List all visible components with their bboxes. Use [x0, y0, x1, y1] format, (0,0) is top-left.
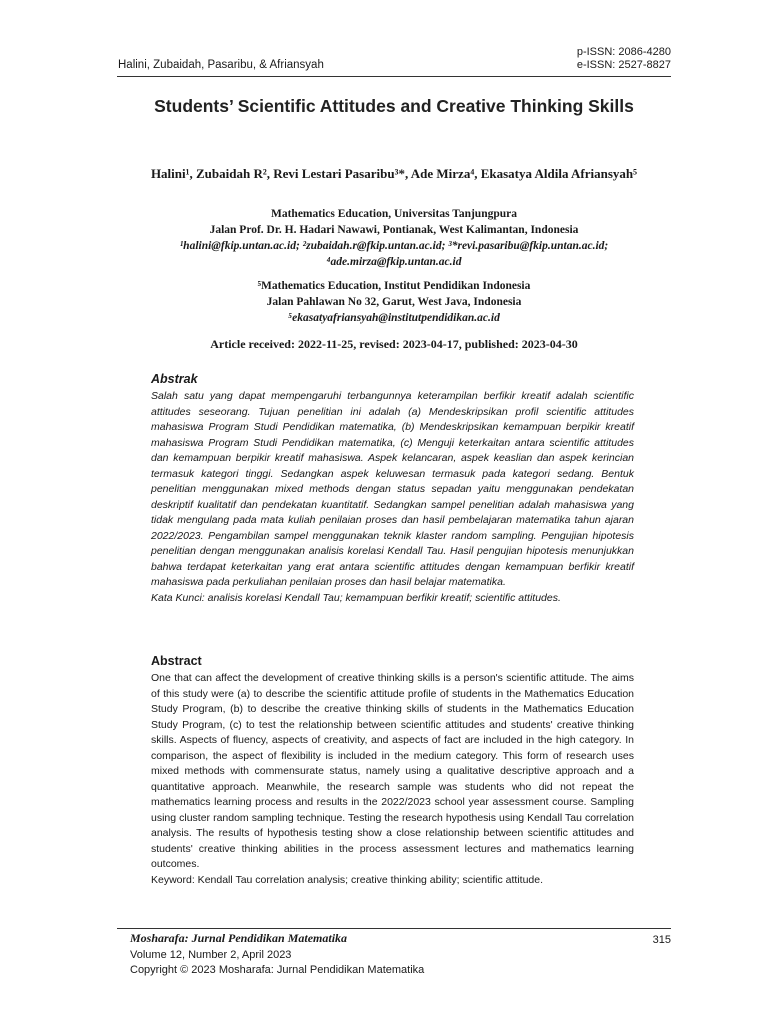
abstract-section: [151, 671, 634, 888]
paper-title: Students’ Scientific Attitudes and Creative Thinking Skills: [154, 96, 634, 116]
article-dates: Article received: 2022-11-25, revised: 2023-04-17, published: 2023-04-30: [210, 337, 578, 351]
issn-block: [577, 46, 671, 72]
abstrak-section: [151, 389, 634, 606]
affiliation-2-dept: ⁵Mathematics Education, Institut Pendidikan Indonesia: [257, 280, 531, 292]
affiliation-1-address: Jalan Prof. Dr. H. Hadari Nawawi, Pontianak, West Kalimantan, Indonesia: [209, 224, 579, 236]
abstract-text: One that can affect the development of creative thinking skills is a person's scientific attitude. The aims of this study were (a) to describe the scientific attitude profile of students in the Mathematics Education Study Program, (b) to describe the creative thinking skills of students in the Mathematics Education Study Program, (c) to test the relationship between scientific attitudes and students' creative thinking skills. Aspects of fluency, aspects of creativity, and aspects of fact are included in the high category. In comparison, the aspect of flexibility is included in the medium category. This form of research uses mixed methods with commensurate status, namely using a qualitative descriptive approach and a quantitative approach. Meanwhile, the research sample was students who did not repeat the mathematics learning process and results in the 2022/2023 school year assessment course. Sampling using cluster random sampling technique. Testing the research hypothesis using Kendall Tau correlation analysis. The results of hypothesis testing show a close relationship between scientific attitudes and students' creative thinking abilities in the process assessment lectures and mathematics learning outcomes.: [151, 672, 634, 870]
abstrak-heading: Abstrak: [151, 372, 198, 386]
pissn: p-ISSN: 2086-4280: [576, 46, 671, 58]
page-number: 315: [652, 934, 671, 946]
abstract-heading: Abstract: [151, 654, 202, 668]
eissn: e-ISSN: 2527-8827: [576, 59, 671, 71]
affiliation-2-address: Jalan Pahlawan No 32, Garut, West Java, Indonesia: [266, 296, 522, 308]
keywords: Keyword: Kendall Tau correlation analysis; creative thinking ability; scientific attitude.: [151, 873, 544, 886]
affiliation-1-emails: ¹halini@fkip.untan.ac.id; ²zubaidah.r@fkip.untan.ac.id; ³*revi.pasaribu@fkip.untan.ac.id; ⁴ade.mirza@fkip.untan.ac.id: [179, 240, 609, 268]
volume-info: Volume 12, Number 2, April 2023: [130, 949, 292, 961]
affiliation-2: [117, 278, 671, 326]
copyright: Copyright © 2023 Mosharafa: Jurnal Pendidikan Matematika: [130, 964, 425, 976]
affiliation-1: [117, 206, 671, 270]
running-head-authors: Halini, Zubaidah, Pasaribu, & Afriansyah: [118, 59, 324, 71]
kata-kunci: Kata Kunci: analisis korelasi Kendall Tau; kemampuan berfikir kreatif; scientific attitudes.: [151, 591, 561, 604]
affiliation-1-dept: Mathematics Education, Universitas Tanjungpura: [270, 208, 517, 220]
header-rule: [117, 76, 671, 77]
abstrak-text: Salah satu yang dapat mempengaruhi terbangunnya keterampilan berfikir kreatif adalah scientific attitudes seseorang. Tujuan penelitian ini adalah (a) Mendeskripsikan profil scientific attitudes mahasiswa Program Studi Pendidikan matematika, (b) Mendeskripsikan kemampuan berpikir kreatif mahasiswa Program Studi Pendidikan matematika, (c) Menguji keterkaitan antara scientific attitudes dan kemampuan berpikir kreatif mahasiswa. Aspek kelancaran, aspek keaslian dan aspek kerincian termasuk kategori tinggi. Sedangkan aspek keluwesan termasuk pada kategori sedang. Bentuk penelitian menggunakan mixed methods dengan status sepadan yaitu menggunakan pendekatan deskriptif kualitatif dan pendekatan kuantitatif. Sedangkan sampel penelitian adalah mahasiswa yang tidak mengulang pada mata kuliah penilaian proses dan hasil pembelajaran matematika tahun ajaran 2022/2023. Pengambilan sampel menggunakan teknik klaster random sampling. Pengujian hipotesis penelitian dengan menggunakan analisis korelasi Kendall Tau. Hasil pengujian hipotesis menunjukkan bahwa terdapat keterkaitan yang erat antara scientific attitudes dengan kemampuan berfikir kreatif mahasiswa pada perkuliahan penilaian proses dan hasil belajar matematika.: [151, 390, 634, 588]
author-list: Halini¹, Zubaidah R², Revi Lestari Pasaribu³*, Ade Mirza⁴, Ekasatya Aldila Afriansyah⁵: [150, 166, 638, 181]
affiliation-2-email: ⁵ekasatyafriansyah@institutpendidikan.ac.id: [288, 312, 500, 324]
journal-name: Mosharafa: Jurnal Pendidikan Matematika: [130, 931, 348, 945]
footer-info: [130, 948, 424, 978]
footer-rule: [117, 928, 671, 929]
